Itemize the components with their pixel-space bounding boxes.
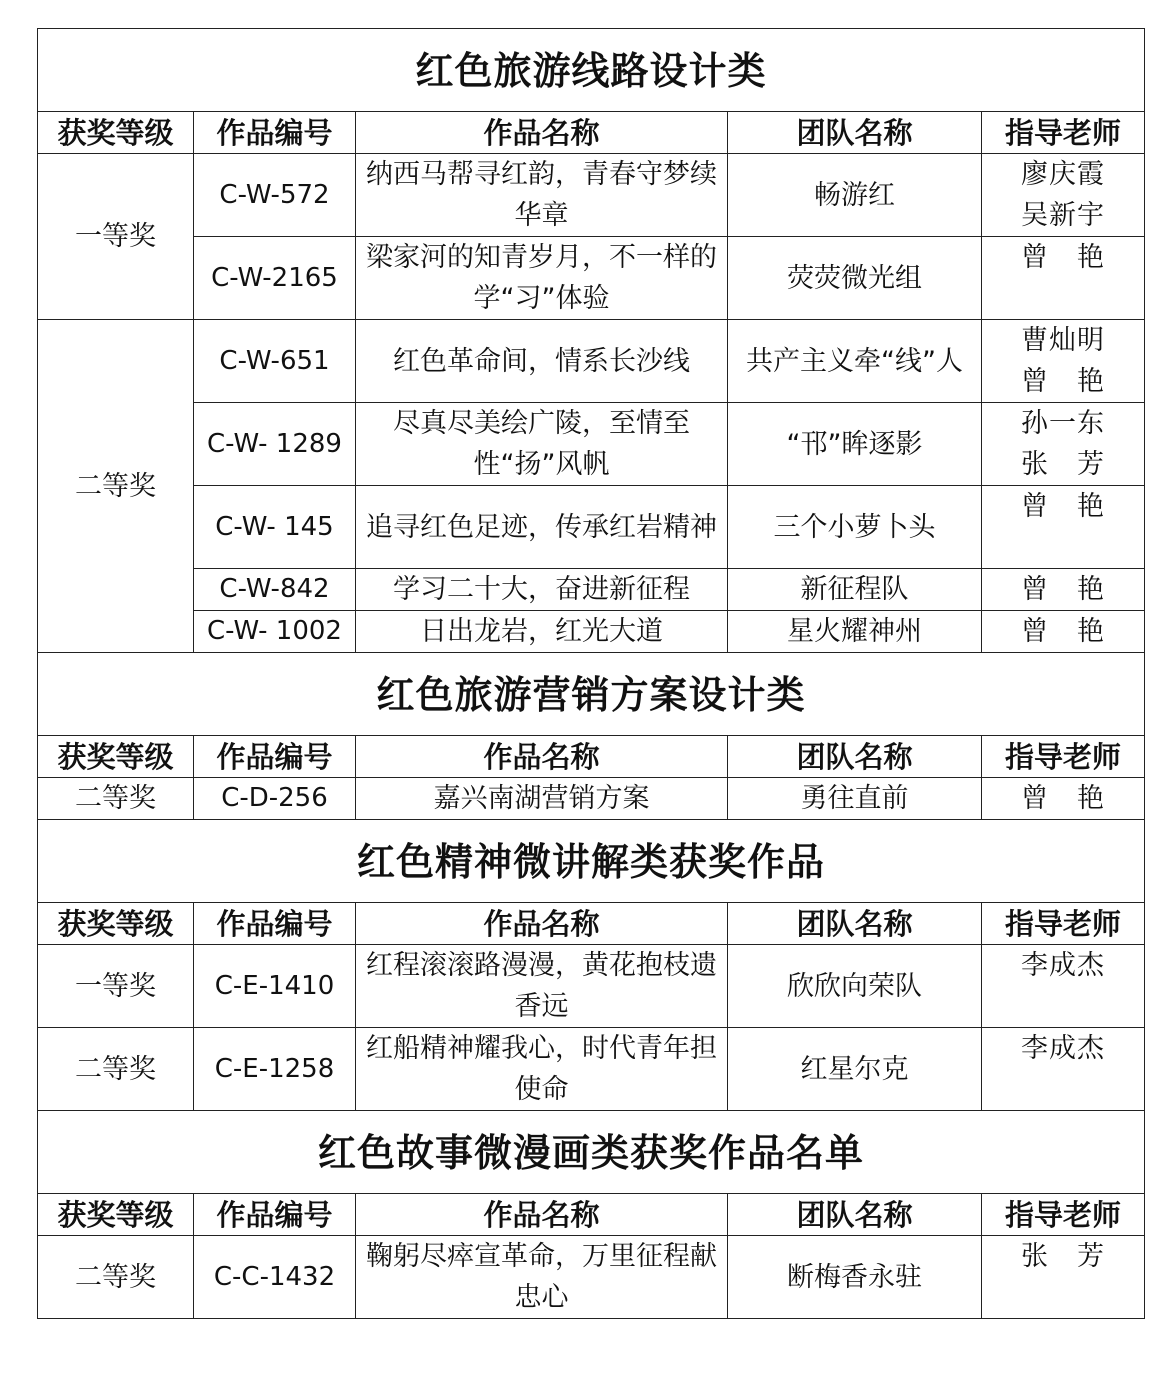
team-name: 星火耀神州: [728, 611, 982, 653]
team-name: 共产主义牵“线”人: [728, 320, 982, 403]
header-team-name: 团队名称: [728, 736, 982, 778]
instructor: 曾 艳: [982, 778, 1145, 820]
award-level: 二等奖: [38, 320, 194, 653]
instructor: 廖庆霞 吴新宇: [982, 154, 1145, 237]
header-work-name: 作品名称: [356, 112, 728, 154]
header-team-name: 团队名称: [728, 112, 982, 154]
work-name: 梁家河的知青岁月，不一样的学“习”体验: [356, 237, 728, 320]
work-name: 鞠躬尽瘁宣革命，万里征程献忠心: [356, 1236, 728, 1319]
section-title: 红色故事微漫画类获奖作品名单: [38, 1111, 1145, 1194]
header-award-level: 获奖等级: [38, 112, 194, 154]
team-name: 荧荧微光组: [728, 237, 982, 320]
work-name: 追寻红色足迹，传承红岩精神: [356, 486, 728, 569]
section-title: 红色旅游营销方案设计类: [38, 653, 1145, 736]
header-work-code: 作品编号: [194, 112, 356, 154]
work-code: C-W-651: [194, 320, 356, 403]
header-team-name: 团队名称: [728, 1194, 982, 1236]
work-name: 嘉兴南湖营销方案: [356, 778, 728, 820]
team-name: 畅游红: [728, 154, 982, 237]
section-title: 红色旅游线路设计类: [38, 29, 1145, 112]
award-level: 二等奖: [38, 1028, 194, 1111]
awards-table: [37, 28, 1145, 1319]
team-name: 红星尔克: [728, 1028, 982, 1111]
work-name: 红船精神耀我心，时代青年担使命: [356, 1028, 728, 1111]
header-instructor: 指导老师: [982, 736, 1145, 778]
header-award-level: 获奖等级: [38, 1194, 194, 1236]
instructor: 李成杰: [982, 945, 1145, 1028]
header-work-code: 作品编号: [194, 903, 356, 945]
instructor: 曾 艳: [982, 486, 1145, 569]
instructor: 孙一东 张 芳: [982, 403, 1145, 486]
work-code: C-C-1432: [194, 1236, 356, 1319]
header-instructor: 指导老师: [982, 112, 1145, 154]
award-level: 一等奖: [38, 154, 194, 320]
work-code: C-E-1258: [194, 1028, 356, 1111]
work-code: C-W-2165: [194, 237, 356, 320]
header-instructor: 指导老师: [982, 1194, 1145, 1236]
instructor: 曹灿明 曾 艳: [982, 320, 1145, 403]
award-level: 二等奖: [38, 778, 194, 820]
instructor: 曾 艳: [982, 237, 1145, 320]
award-level: 二等奖: [38, 1236, 194, 1319]
work-name: 学习二十大，奋进新征程: [356, 569, 728, 611]
instructor: 曾 艳: [982, 569, 1145, 611]
work-name: 红程滚滚路漫漫，黄花抱枝遗香远: [356, 945, 728, 1028]
section-title: 红色精神微讲解类获奖作品: [38, 820, 1145, 903]
work-code: C-W-842: [194, 569, 356, 611]
award-level: 一等奖: [38, 945, 194, 1028]
work-code: C-E-1410: [194, 945, 356, 1028]
work-name: 红色革命间，情系长沙线: [356, 320, 728, 403]
instructor: 李成杰: [982, 1028, 1145, 1111]
header-work-name: 作品名称: [356, 1194, 728, 1236]
instructor: 曾 艳: [982, 611, 1145, 653]
header-award-level: 获奖等级: [38, 736, 194, 778]
header-work-code: 作品编号: [194, 736, 356, 778]
work-code: C-W-572: [194, 154, 356, 237]
team-name: 三个小萝卜头: [728, 486, 982, 569]
header-work-name: 作品名称: [356, 736, 728, 778]
work-code: C-D-256: [194, 778, 356, 820]
header-work-code: 作品编号: [194, 1194, 356, 1236]
work-name: 纳西马帮寻红韵，青春守梦续华章: [356, 154, 728, 237]
header-work-name: 作品名称: [356, 903, 728, 945]
work-code: C-W- 1002: [194, 611, 356, 653]
header-team-name: 团队名称: [728, 903, 982, 945]
header-instructor: 指导老师: [982, 903, 1145, 945]
work-name: 日出龙岩，红光大道: [356, 611, 728, 653]
work-name: 尽真尽美绘广陵，至情至性“扬”风帆: [356, 403, 728, 486]
work-code: C-W- 145: [194, 486, 356, 569]
header-award-level: 获奖等级: [38, 903, 194, 945]
team-name: 勇往直前: [728, 778, 982, 820]
team-name: 欣欣向荣队: [728, 945, 982, 1028]
work-code: C-W- 1289: [194, 403, 356, 486]
team-name: 新征程队: [728, 569, 982, 611]
instructor: 张 芳: [982, 1236, 1145, 1319]
team-name: 断梅香永驻: [728, 1236, 982, 1319]
team-name: “邗”眸逐影: [728, 403, 982, 486]
